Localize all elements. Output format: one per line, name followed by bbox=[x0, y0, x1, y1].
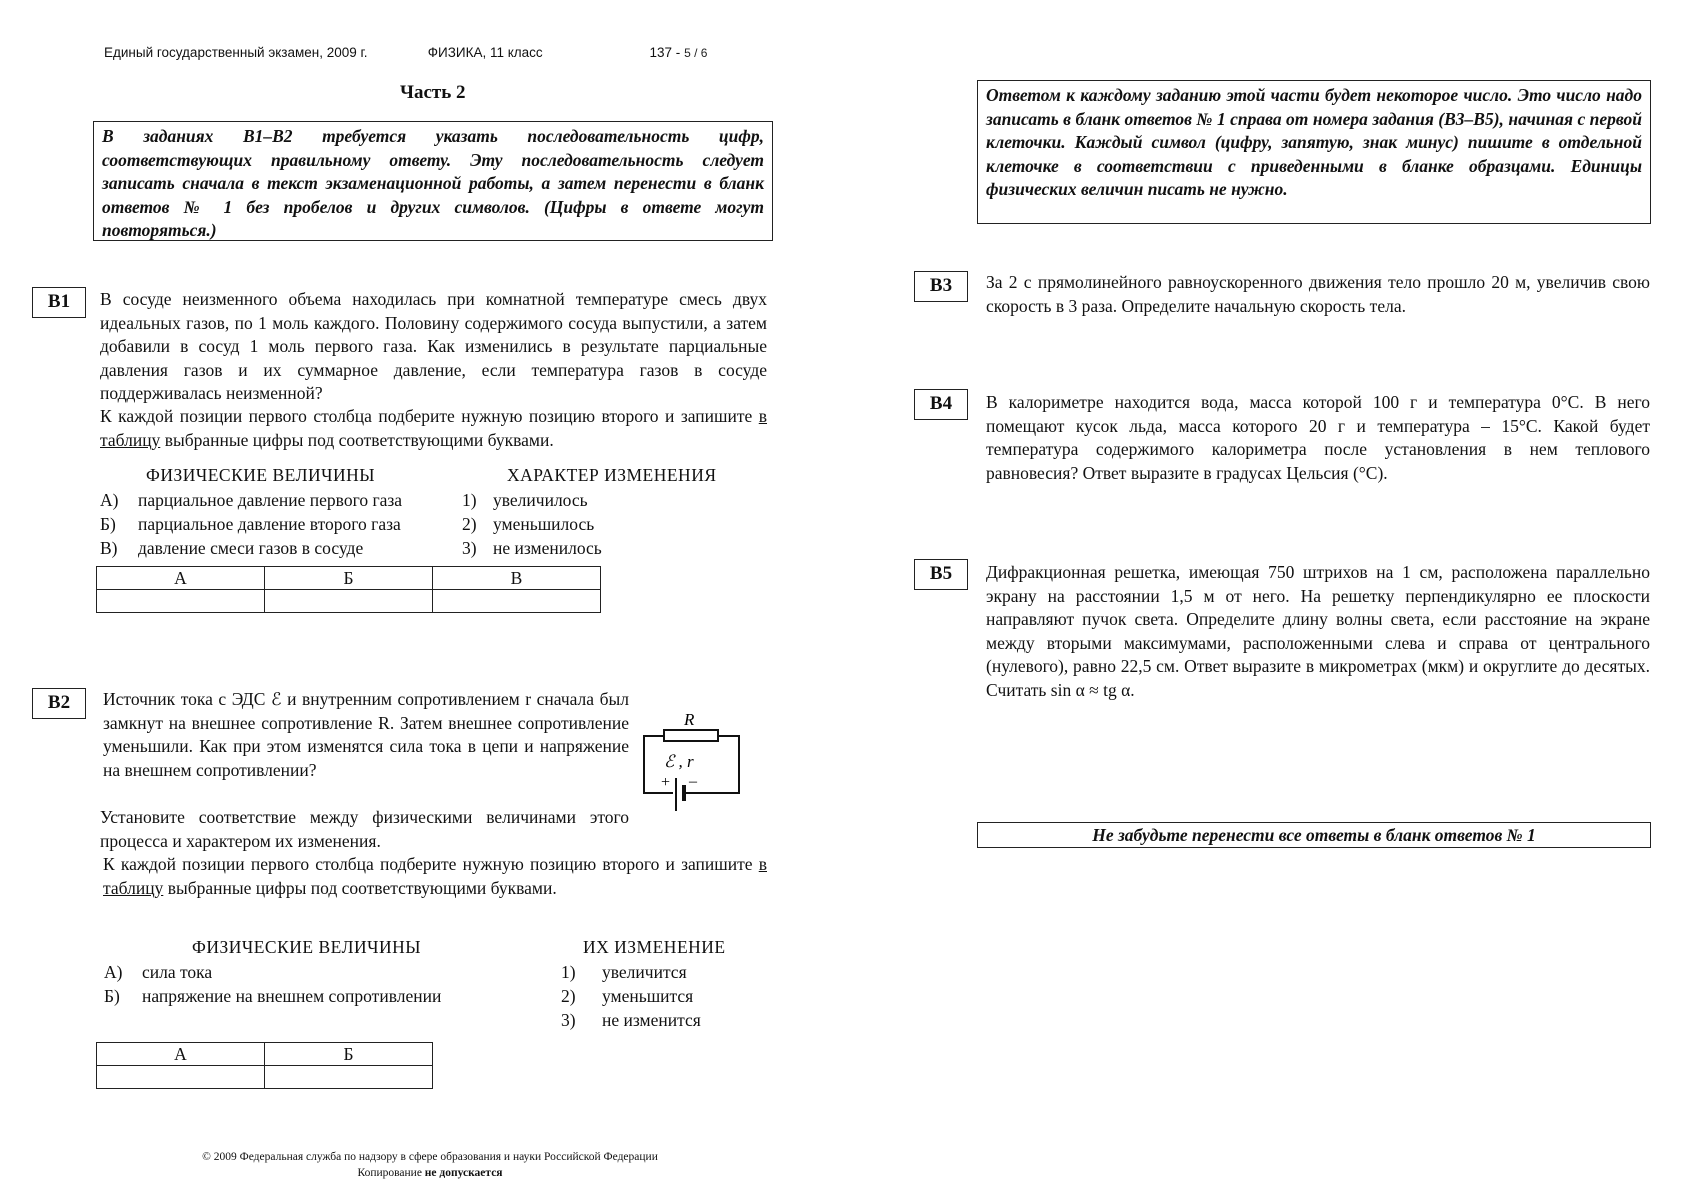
copyright-line: © 2009 Федеральная служба по надзору в сфере образования и науки Российской Федерации bbox=[202, 1151, 658, 1163]
option-key: Б) bbox=[104, 986, 120, 1006]
copying-line bbox=[130, 1165, 730, 1181]
answer-cell-b[interactable] bbox=[265, 590, 433, 613]
task-b2-table-link: в таблицу bbox=[103, 854, 767, 898]
table-header-cell: Б bbox=[265, 1043, 433, 1066]
b1-answer-table bbox=[96, 566, 601, 613]
option-key: 3) bbox=[561, 1010, 576, 1030]
task-label-b5: В5 bbox=[914, 559, 968, 590]
b1-option-left-b bbox=[100, 514, 401, 535]
plus-sign: + bbox=[661, 774, 671, 791]
option-text: парциальное давление первого газа bbox=[138, 490, 403, 510]
task-label-b2: В2 bbox=[32, 688, 86, 719]
b2-option-right-3 bbox=[561, 1010, 701, 1031]
task-b1-instruction-post: выбранные цифры под соответствующими буквами. bbox=[160, 429, 554, 450]
table-header-cell: А bbox=[97, 1043, 265, 1066]
option-text: уменьшилось bbox=[493, 514, 595, 534]
exam-title: Единый государственный экзамен, 2009 г. bbox=[104, 45, 368, 60]
table-header-cell: А bbox=[97, 567, 265, 590]
option-text: уменьшится bbox=[602, 986, 694, 1006]
b2-column1-title: ФИЗИЧЕСКИЕ ВЕЛИЧИНЫ bbox=[192, 937, 422, 957]
part-title: Часть 2 bbox=[400, 82, 466, 103]
b1-option-right-1 bbox=[462, 490, 588, 511]
b1-option-right-2 bbox=[462, 514, 594, 535]
reminder-box: Не забудьте перенести все ответы в бланк ответов № 1 bbox=[977, 822, 1651, 848]
option-text: сила тока bbox=[142, 962, 213, 982]
option-key: А) bbox=[100, 490, 119, 510]
circuit-diagram bbox=[640, 707, 746, 815]
b1-column1-title: ФИЗИЧЕСКИЕ ВЕЛИЧИНЫ bbox=[146, 465, 376, 485]
option-key: 1) bbox=[561, 962, 576, 982]
task-label-b3: В3 bbox=[914, 271, 968, 302]
resistor-label: R bbox=[684, 710, 695, 729]
b2-option-left-b bbox=[104, 986, 441, 1007]
answer-cell-c[interactable] bbox=[433, 590, 601, 613]
table-header-cell: Б bbox=[265, 567, 433, 590]
answer-cell-b[interactable] bbox=[265, 1066, 433, 1089]
option-text: не изменится bbox=[602, 1010, 701, 1030]
copying-text: Копирование bbox=[357, 1167, 425, 1179]
option-text: парциальное давление второго газа bbox=[138, 514, 401, 534]
page-header bbox=[104, 45, 707, 60]
option-text: давление смеси газов в сосуде bbox=[138, 538, 364, 558]
table-header-cell: В bbox=[433, 567, 601, 590]
source-label: ℰ , r bbox=[664, 752, 694, 771]
b1-option-right-3 bbox=[462, 538, 602, 559]
table-header-row bbox=[97, 567, 601, 590]
task-label-b1: В1 bbox=[32, 287, 86, 318]
b2-option-right-1 bbox=[561, 962, 687, 983]
instruction-box-b3-b5: Ответом к каждому заданию этой части будет некоторое число. Это число надо записать в бланк ответов № 1 справа от номера задания (В3–В5), начиная с первой клеточки. Каждый символ (цифру, запятую, знак минус) пишите в отдельной клеточке в соответствии с приведенными в бланке образцами. Единицы физических величин писать не нужно. bbox=[977, 80, 1651, 224]
option-text: не изменилось bbox=[493, 538, 602, 558]
b2-option-left-a bbox=[104, 962, 212, 983]
option-key: 2) bbox=[462, 514, 477, 534]
task-b2-instruction-pre: К каждой позиции первого столбца подберите нужную позицию второго и запишите bbox=[103, 854, 759, 874]
task-b3-text: За 2 с прямолинейного равноускоренного движения тело прошло 20 м, увеличив свою скорость в 3 раза. Определите начальную скорость тела. bbox=[986, 272, 1650, 316]
task-b1-instruction-pre: К каждой позиции первого столбца подберите нужную позицию второго и запишите bbox=[100, 406, 759, 426]
copying-prohibited: не допускается bbox=[424, 1167, 503, 1179]
instruction-box-b1-b2: В заданиях В1–В2 требуется указать последовательность цифр, соответствующих правильному ответу. Эту последовательность следует записать сначала в текст экзаменационной работы, а затем перенести в бланк ответов № 1 без пробелов и других символов. (Цифры в ответе могут повторяться.) bbox=[93, 121, 773, 241]
task-b2-text: Источник тока с ЭДС ℰ и внутренним сопротивлением r сначала был замкнут на внешнее сопротивление R. Затем внешнее сопротивление уменьшили. Как при этом изменятся сила тока в цепи и напряжение на внешнем сопротивлении? bbox=[103, 689, 629, 780]
option-key: 3) bbox=[462, 538, 477, 558]
page-footer bbox=[130, 1149, 730, 1181]
task-b2-instruction-post: выбранные цифры под соответствующими буквами. bbox=[163, 877, 557, 898]
b2-column2-title: ИХ ИЗМЕНЕНИЕ bbox=[583, 937, 726, 957]
table-answer-row bbox=[97, 1066, 433, 1089]
task-b4-text: В калориметре находится вода, масса которой 100 г и температура 0°С. В него помещают кусок льда, масса которого 20 г и температура – 15°С. Какой будет температура содержимого калориметра после установления в нем теплового равновесия? Ответ выразите в градусах Цельсия (°С). bbox=[986, 392, 1650, 483]
option-text: увеличилось bbox=[493, 490, 588, 510]
minus-sign: – bbox=[689, 773, 697, 790]
task-b1-table-link: в таблицу bbox=[100, 406, 767, 450]
page-number: 5 / 6 bbox=[684, 46, 708, 60]
b2-option-right-2 bbox=[561, 986, 693, 1007]
option-key: В) bbox=[100, 538, 118, 558]
answer-cell-a[interactable] bbox=[97, 1066, 265, 1089]
task-b2-instruction bbox=[103, 853, 767, 900]
option-key: Б) bbox=[100, 514, 116, 534]
option-key: 1) bbox=[462, 490, 477, 510]
b1-option-left-c bbox=[100, 538, 363, 559]
option-key: А) bbox=[104, 962, 123, 982]
table-header-row bbox=[97, 1043, 433, 1066]
answer-cell-a[interactable] bbox=[97, 590, 265, 613]
task-b5-text: Дифракционная решетка, имеющая 750 штрихов на 1 см, расположена параллельно экрану на расстоянии 1,5 м от него. На решетку перпендикулярно ее плоскости направляют пучок света. Определите длину волны света, если расстояние на экране между вторыми максимумами, расположенными слева и справа от центрального (нулевого), равно 22,5 см. Ответ выразите в микрометрах (мкм) и округлите до десятых. Считать sin α ≈ tg α. bbox=[986, 562, 1650, 700]
table-answer-row bbox=[97, 590, 601, 613]
task-b2-text-2: Установите соответствие между физическими величинами этого процесса и характером их изменения. bbox=[100, 807, 629, 851]
task-b1-text: В сосуде неизменного объема находилась при комнатной температуре смесь двух идеальных газов, по 1 моль каждого. Половину содержимого сосуда выпустили, а затем добавили в сосуд 1 моль первого газа. Как изменились в результате парциальные давления газов и их суммарное давление, если температура газов в сосуде поддерживалась неизменной? bbox=[100, 289, 767, 403]
task-label-b4: В4 bbox=[914, 389, 968, 420]
b1-option-left-a bbox=[100, 490, 402, 511]
task-b1-instruction bbox=[100, 405, 767, 452]
b2-answer-table bbox=[96, 1042, 433, 1089]
variant-code: 137 - bbox=[649, 45, 681, 60]
option-text: увеличится bbox=[602, 962, 687, 982]
option-key: 2) bbox=[561, 986, 576, 1006]
resistor bbox=[664, 730, 718, 741]
b1-column2-title: ХАРАКТЕР ИЗМЕНЕНИЯ bbox=[507, 465, 717, 485]
subject-title: ФИЗИКА, 11 класс bbox=[427, 45, 543, 60]
option-text: напряжение на внешнем сопротивлении bbox=[142, 986, 442, 1006]
